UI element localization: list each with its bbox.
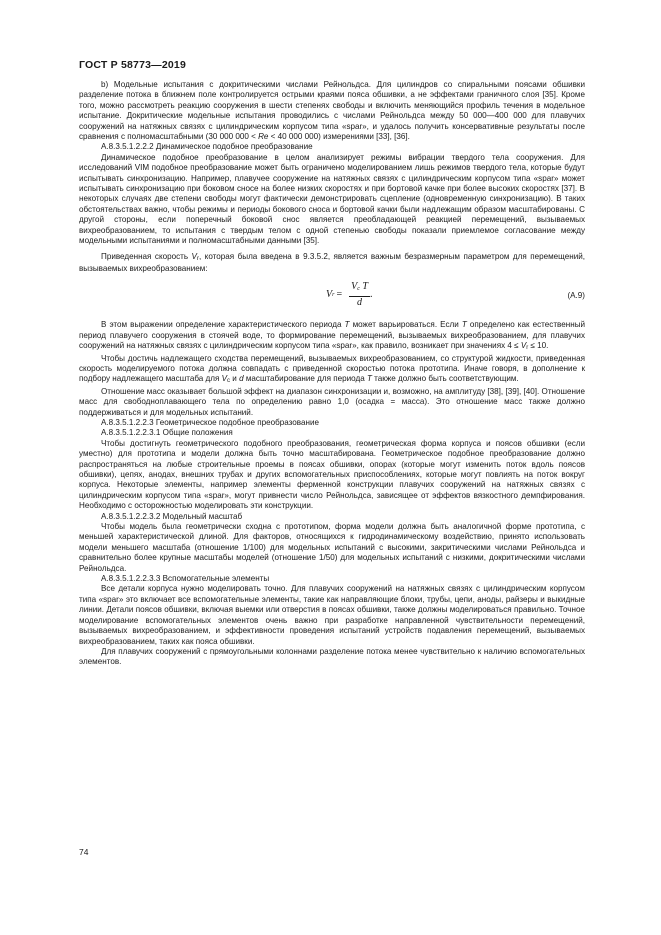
formula-a9 bbox=[79, 280, 585, 314]
paragraph: Чтобы модель была геометрически сходна с прототипом, форма модели должна быть аналогичной форме прототипа, с меньшей характеристической длиной. Для факторов, относящихся к гидродинамическому воздействию, принято использовать модели меньшего масштаба (отношение 1/100) для модельных испытаний с высокими, закритическими числами Рейнольдса и сравнительно более крупные масштабы моделей (отношение 1/50) для модельных испытаний с низкими, докритическими числами Рейнольдса. bbox=[79, 522, 585, 573]
page-number: 74 bbox=[79, 847, 89, 857]
formula-expression: V r = $\frac{V_c T}{d}$ . bbox=[326, 281, 373, 308]
formula-fraction: $\frac{V_c T}{d}$ bbox=[351, 281, 368, 308]
paragraph: Для плавучих сооружений с прямоугольными колоннами разделение потока менее чувствительно к наличию вспомогательных элементов. bbox=[79, 646, 585, 667]
paragraph: b) Модельные испытания с докритическими числами Рейнольдса. Для цилиндров со спиральными поясами обшивки разделение потока в ближнем поле контролируется острыми краями пояса обшивки, а не эффектами граничного слоя [35]. Кроме того, можно рассмотреть реакцию сооружения в шести степенях свободы и включить меняющийся профиль течения в модельное испытание. Докритические модельные испытания проводились с числами Рейнольдса между 50 000—400 000 для плавучих сооружений на натяжных связях с цилиндрическим корпусом типа «spar», и удалось получить консервативные результаты после сравнения с полномасштабными (30 000 000 < Re < 40 000 000) измерениями [33], [36]. bbox=[79, 80, 585, 142]
paragraph: В этом выражении определение характеристического периода T может варьироваться. Если T определено как естественный период плавучего сооружения в стоячей воде, то формирование перемещений, вызываемых вихреобразованием, для плавучих сооружений на натяжных связях с цилиндрическим корпусом типа «spar», как правило, возникает при значениях $4 \le V_r \le 10$. bbox=[79, 320, 586, 352]
section-heading: А.8.3.5.1.2.2.3.2 Модельный масштаб bbox=[101, 511, 243, 521]
paragraph: Отношение масс оказывает большой эффект на диапазон синхронизации и, возможно, на амплитуду [38], [39], [40]. Отношение масс для свободноплавающего тела по определению равно 1,0 (осадка = масса). Это отношение масс также должно поддерживаться и для модельных испытаний. bbox=[79, 386, 585, 417]
document-body bbox=[79, 80, 585, 668]
section-heading: А.8.3.5.1.2.2.3.3 Вспомогательные элементы bbox=[101, 574, 270, 584]
standard-header: ГОСТ Р 58773—2019 bbox=[79, 59, 187, 71]
section-heading: А.8.3.5.1.2.2.3 Геометрическое подобное преобразование bbox=[101, 417, 319, 427]
paragraph: Приведенная скорость $V_r$, которая была введена в 9.3.5.2, является важным безразмерным параметром для перемещений, вызываемых вихреобразованием: bbox=[79, 251, 585, 273]
formula-number: (А.9) bbox=[567, 291, 585, 301]
section-heading: А.8.3.5.1.2.2.3.1 Общие положения bbox=[101, 428, 233, 438]
paragraph: Чтобы достигнуть геометрического подобного преобразования, геометрическая форма корпуса и поясов обшивки (если уместно) для прототипа и модели должна быть точно масштабирована. Геометрическое подобное преобразование должно распространяться на любые строительные проемы в поясах обшивки, опорах (которые могут изменить поток вдоль поясов обшивки), цепях, анодах, внешних трубах и других вспомогательных приспособлениях, которые могут повлиять на поток вокруг корпуса. Некоторые элементы, например элементы ферменной конструкции плавучих сооружений на натяжных связях с цилиндрическим корпусом типа «spar», могут привнести число Рейнольдса, зависящее от эффектов вязкостного демпфирования. Необходимо с осторожностью моделировать эти конструкции. bbox=[79, 438, 585, 511]
paragraph: Все детали корпуса нужно моделировать точно. Для плавучих сооружений на натяжных связях с цилиндрическим корпусом типа «spar» это включает все вспомогательные элементы, такие как направляющие блоки, трубы, цепи, аноды, райзеры и выкидные линии. Детали поясов обшивки, включая выемки или отверстия в поясах обшивки, также должны моделироваться правильно. Точное моделирование вспомогательных элементов очень важно при разработке направленной чувствительности перемещений, вызываемых вихреобразованием, и эффективности проведения испытаний устройств подавления перемещений, вызываемых вихреобразованием, таких как пояса обшивки. bbox=[79, 584, 585, 646]
paragraph: Чтобы достичь надлежащего сходства перемещений, вызываемых вихреобразованием, со структурой жидкости, приведенная скорость моделируемого потока должна совпадать с приведенной скоростью потока прототипа. Иначе говоря, в дополнение к подбору надлежащего масштаба для $V_c$ и d масштабирование для периода T также должно быть соответствующим. bbox=[79, 353, 585, 385]
paragraph: Динамическое подобное преобразование в целом анализирует режимы вибрации твердого тела сооружения. Для исследований VIM подобное преобразование может быть ограничено моделированием лишь режимов твердого тела, которые будут испытывать синхронизацию. Например, плавучее сооружение на натяжных связях с цилиндрическим корпусом типа «spar» может испытывать синхронизацию при боковом сносе на более низких скоростях и при бортовой качке при более высоких скоростях [37]. В некоторых случаях две степени свободы могут фактически демонстрировать сцепление (одновременную синхронизацию). В таких обстоятельствах важно, чтобы режимы и периоды бокового сноса и бортовой качки были надлежащим образом масштабированы. С другой стороны, если поперечный боковой снос является преобладающей реакцией перемещений, вызываемых вихреобразованием, то испытания с твердым телом с одной степенью свободы показали приемлемое согласование между модельными испытаниями и полномасштабными данными [35]. bbox=[79, 152, 585, 246]
section-heading: А.8.3.5.1.2.2.2 Динамическое подобное преобразование bbox=[101, 142, 313, 152]
